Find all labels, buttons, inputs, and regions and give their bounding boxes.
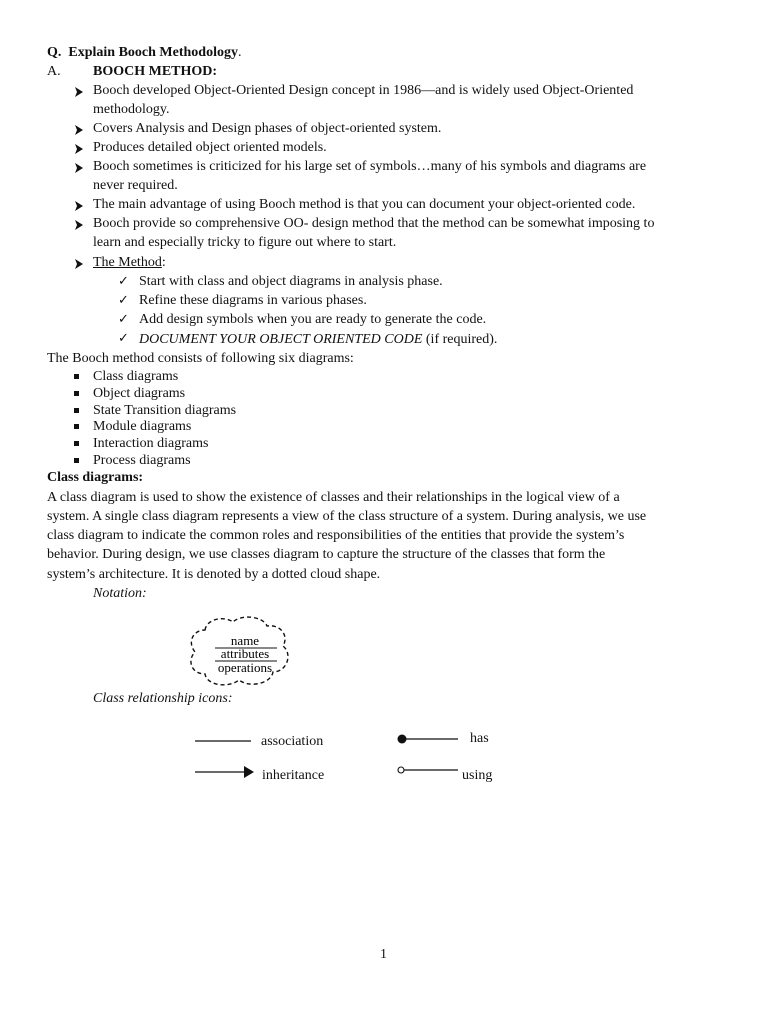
method-step-4 [139, 331, 497, 349]
diagram-item: Class diagrams [93, 369, 179, 384]
point-3: Produces detailed object oriented models. [93, 140, 327, 155]
class-cloud-diagram [185, 612, 295, 690]
diagram-item: Object diagrams [93, 386, 186, 401]
arrow-bullet-icon [74, 216, 84, 234]
square-bullet-icon [74, 441, 79, 446]
diagram-item: Process diagrams [93, 453, 191, 468]
point-1: Booch developed Object-Oriented Design concept in 1986—and is widely used Object-Oriented [93, 83, 634, 98]
class-paragraph-line: system. A single class diagram represents a view of the class structure of a system. During analysis, we use [47, 509, 647, 524]
method-title-line [93, 254, 166, 272]
class-diagrams-heading: Class diagrams: [47, 470, 144, 485]
answer-prefix: A. [47, 64, 61, 79]
point-6: Booch provide so comprehensive OO- design method that the method can be somewhat imposing to [93, 216, 655, 231]
method-step-4-rest: (if required). [422, 332, 498, 347]
inheritance-arrow-icon [194, 765, 256, 779]
inheritance-label: inheritance [262, 768, 325, 783]
notation-label: Notation: [93, 586, 147, 601]
point-5: The main advantage of using Booch method is that you can document your object-oriented code. [93, 197, 636, 212]
has-label: has [470, 731, 489, 746]
class-paragraph-line: class diagram to indicate the common roles and responsibilities of the entities that provide the system’s [47, 528, 625, 543]
checkmark-icon: ✓ [118, 293, 129, 308]
square-bullet-icon [74, 391, 79, 396]
class-paragraph-line: system’s architecture. It is denoted by a dotted cloud shape. [47, 567, 381, 582]
question-line [47, 44, 241, 62]
square-bullet-icon [74, 408, 79, 413]
cloud-operations-text: operations [217, 660, 273, 675]
arrow-bullet-icon [74, 197, 84, 215]
method-step-1: Start with class and object diagrams in analysis phase. [139, 274, 443, 289]
relationship-icons-label: Class relationship icons: [93, 691, 233, 706]
diagram-item: Module diagrams [93, 419, 192, 434]
square-bullet-icon [74, 458, 79, 463]
arrow-bullet-icon [74, 159, 84, 177]
checkmark-icon: ✓ [118, 331, 129, 346]
diagram-item: State Transition diagrams [93, 403, 237, 418]
point-4: Booch sometimes is criticized for his large set of symbols…many of his symbols and diagrams are [93, 159, 647, 174]
method-colon: : [161, 255, 166, 270]
using-open-circle-icon [396, 764, 460, 776]
point-4-cont: never required. [93, 178, 178, 193]
method-step-4-italic: DOCUMENT YOUR OBJECT ORIENTED CODE [139, 332, 423, 347]
square-bullet-icon [74, 424, 79, 429]
class-paragraph-line: behavior. During design, we use classes diagram to capture the structure of the classes that form the [47, 547, 606, 562]
association-line-icon [194, 735, 254, 747]
cloud-attributes-text: attributes [220, 646, 270, 661]
answer-heading: BOOCH METHOD: [93, 64, 218, 79]
method-title: The Method [93, 255, 162, 270]
point-1-cont: methodology. [93, 102, 170, 117]
point-6-cont: learn and especially tricky to figure out where to start. [93, 235, 397, 250]
using-label: using [462, 768, 493, 783]
class-paragraph-line: A class diagram is used to show the existence of classes and their relationships in the logical view of a [47, 490, 620, 505]
has-filled-circle-icon [396, 732, 460, 746]
question-trail: . [237, 45, 242, 60]
checkmark-icon: ✓ [118, 274, 129, 289]
diagrams-intro: The Booch method consists of following six diagrams: [47, 351, 354, 366]
question-text: Explain Booch Methodology [68, 45, 238, 60]
page-number: 1 [380, 947, 387, 962]
point-2: Covers Analysis and Design phases of object-oriented system. [93, 121, 442, 136]
square-bullet-icon [74, 374, 79, 379]
method-step-3: Add design symbols when you are ready to generate the code. [139, 312, 487, 327]
question-prefix: Q. [47, 45, 62, 60]
association-label: association [261, 734, 324, 749]
arrow-bullet-icon [74, 121, 84, 139]
arrow-bullet-icon [74, 140, 84, 158]
method-step-2: Refine these diagrams in various phases. [139, 293, 367, 308]
arrow-bullet-icon [74, 255, 84, 273]
checkmark-icon: ✓ [118, 312, 129, 327]
cloud-name-text: name [230, 633, 260, 648]
diagram-item: Interaction diagrams [93, 436, 209, 451]
arrow-bullet-icon [74, 83, 84, 101]
